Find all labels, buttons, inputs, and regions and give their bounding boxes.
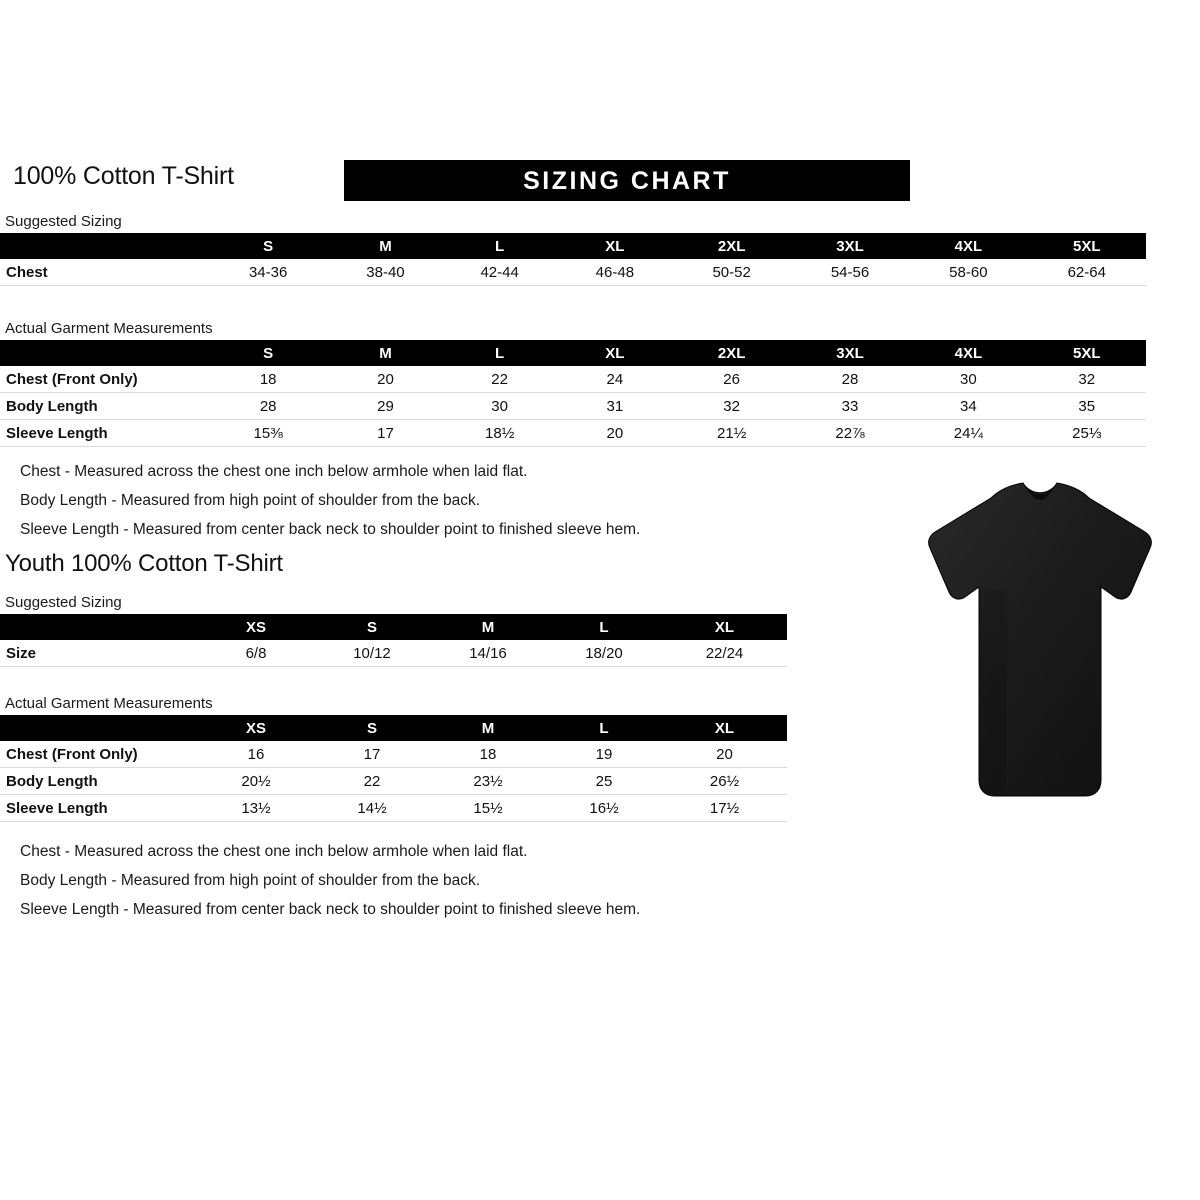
row-label: Sleeve Length <box>0 795 198 822</box>
table-cell: 10/12 <box>314 640 430 667</box>
tshirt-icon <box>895 480 1185 810</box>
youth-actual-measurements-table <box>0 715 787 822</box>
column-header-3xl: 3XL <box>791 340 909 366</box>
youth-section-title: Youth 100% Cotton T-Shirt <box>5 550 283 577</box>
table-cell: 25⅓ <box>1028 420 1146 447</box>
table-cell: 25 <box>546 768 662 795</box>
table-cell: 18 <box>207 366 329 393</box>
column-header-blank <box>0 715 198 741</box>
table-cell: 15⅜ <box>207 420 329 447</box>
table-cell: 13½ <box>198 795 314 822</box>
table-header-row <box>0 233 1146 259</box>
table-cell: 28 <box>791 366 909 393</box>
column-header-xl: XL <box>557 340 672 366</box>
column-header-blank <box>0 340 207 366</box>
table-cell: 54-56 <box>791 259 909 286</box>
table-cell: 58-60 <box>909 259 1027 286</box>
table-cell: 18/20 <box>546 640 662 667</box>
adult-actual-measurements-table <box>0 340 1146 447</box>
table-cell: 17 <box>329 420 442 447</box>
table-cell: 17 <box>314 741 430 768</box>
adult-suggested-sizing-table <box>0 233 1146 286</box>
column-header-2xl: 2XL <box>672 233 790 259</box>
row-label: Chest (Front Only) <box>0 741 198 768</box>
column-header-l: L <box>546 715 662 741</box>
adult-section-title: 100% Cotton T-Shirt <box>13 162 234 190</box>
table-row <box>0 741 787 768</box>
table-cell: 33 <box>791 393 909 420</box>
table-cell: 20 <box>557 420 672 447</box>
table-header-row <box>0 715 787 741</box>
table-cell: 32 <box>672 393 790 420</box>
adult-note-body-length: Body Length - Measured from high point of shoulder from the back. <box>20 492 481 509</box>
youth-suggested-sizing-label: Suggested Sizing <box>5 594 122 611</box>
column-header-xl: XL <box>662 614 787 640</box>
table-row <box>0 640 787 667</box>
column-header-m: M <box>329 233 442 259</box>
table-row <box>0 259 1146 286</box>
column-header-xl: XL <box>557 233 672 259</box>
adult-note-chest: Chest - Measured across the chest one inch below armhole when laid flat. <box>20 463 528 480</box>
table-row <box>0 768 787 795</box>
column-header-xs: XS <box>198 614 314 640</box>
table-cell: 42-44 <box>442 259 557 286</box>
table-cell: 18½ <box>442 420 557 447</box>
column-header-l: L <box>546 614 662 640</box>
table-row <box>0 795 787 822</box>
table-header-row <box>0 614 787 640</box>
column-header-m: M <box>430 715 546 741</box>
table-cell: 31 <box>557 393 672 420</box>
table-cell: 28 <box>207 393 329 420</box>
table-cell: 16½ <box>546 795 662 822</box>
table-cell: 19 <box>546 741 662 768</box>
table-cell: 23½ <box>430 768 546 795</box>
table-cell: 29 <box>329 393 442 420</box>
table-cell: 26 <box>672 366 790 393</box>
column-header-s: S <box>207 233 329 259</box>
youth-note-body-length: Body Length - Measured from high point of shoulder from the back. <box>20 872 481 889</box>
table-cell: 22/24 <box>662 640 787 667</box>
table-cell: 22 <box>314 768 430 795</box>
table-row <box>0 393 1146 420</box>
table-cell: 62-64 <box>1028 259 1146 286</box>
row-label: Chest <box>0 259 207 286</box>
table-cell: 20 <box>329 366 442 393</box>
column-header-4xl: 4XL <box>909 233 1027 259</box>
row-label: Chest (Front Only) <box>0 366 207 393</box>
youth-actual-measurements-label: Actual Garment Measurements <box>5 695 213 712</box>
table-cell: 21½ <box>672 420 790 447</box>
adult-note-sleeve-length: Sleeve Length - Measured from center back neck to shoulder point to finished sleeve hem. <box>20 521 641 538</box>
table-cell: 20 <box>662 741 787 768</box>
table-row <box>0 420 1146 447</box>
table-cell: 6/8 <box>198 640 314 667</box>
table-cell: 17½ <box>662 795 787 822</box>
table-header-row <box>0 340 1146 366</box>
table-cell: 50-52 <box>672 259 790 286</box>
table-cell: 24 <box>557 366 672 393</box>
column-header-m: M <box>430 614 546 640</box>
table-cell: 14½ <box>314 795 430 822</box>
row-label: Body Length <box>0 768 198 795</box>
table-cell: 46-48 <box>557 259 672 286</box>
column-header-5xl: 5XL <box>1028 233 1146 259</box>
table-cell: 22 <box>442 366 557 393</box>
table-cell: 15½ <box>430 795 546 822</box>
column-header-l: L <box>442 340 557 366</box>
table-cell: 34-36 <box>207 259 329 286</box>
table-cell: 14/16 <box>430 640 546 667</box>
row-label: Body Length <box>0 393 207 420</box>
adult-suggested-sizing-label: Suggested Sizing <box>5 213 122 230</box>
column-header-4xl: 4XL <box>909 340 1027 366</box>
youth-note-sleeve-length: Sleeve Length - Measured from center back neck to shoulder point to finished sleeve hem. <box>20 901 641 918</box>
tshirt-product-image <box>895 480 1185 810</box>
column-header-m: M <box>329 340 442 366</box>
column-header-3xl: 3XL <box>791 233 909 259</box>
document-header <box>8 160 1192 204</box>
table-cell: 20½ <box>198 768 314 795</box>
table-cell: 30 <box>909 366 1027 393</box>
adult-actual-measurements-label: Actual Garment Measurements <box>5 320 213 337</box>
column-header-xs: XS <box>198 715 314 741</box>
table-cell: 22⅞ <box>791 420 909 447</box>
row-label: Size <box>0 640 198 667</box>
table-cell: 24¼ <box>909 420 1027 447</box>
table-cell: 16 <box>198 741 314 768</box>
table-cell: 30 <box>442 393 557 420</box>
column-header-s: S <box>207 340 329 366</box>
sizing-chart-banner-text: SIZING CHART <box>523 167 731 195</box>
table-cell: 32 <box>1028 366 1146 393</box>
column-header-l: L <box>442 233 557 259</box>
column-header-s: S <box>314 614 430 640</box>
youth-note-chest: Chest - Measured across the chest one inch below armhole when laid flat. <box>20 843 528 860</box>
table-cell: 18 <box>430 741 546 768</box>
table-cell: 35 <box>1028 393 1146 420</box>
table-row <box>0 366 1146 393</box>
table-cell: 26½ <box>662 768 787 795</box>
row-label: Sleeve Length <box>0 420 207 447</box>
column-header-blank <box>0 233 207 259</box>
column-header-5xl: 5XL <box>1028 340 1146 366</box>
column-header-s: S <box>314 715 430 741</box>
sizing-chart-banner <box>344 160 910 201</box>
table-cell: 38-40 <box>329 259 442 286</box>
column-header-2xl: 2XL <box>672 340 790 366</box>
table-cell: 34 <box>909 393 1027 420</box>
youth-suggested-sizing-table <box>0 614 787 667</box>
column-header-xl: XL <box>662 715 787 741</box>
column-header-blank <box>0 614 198 640</box>
